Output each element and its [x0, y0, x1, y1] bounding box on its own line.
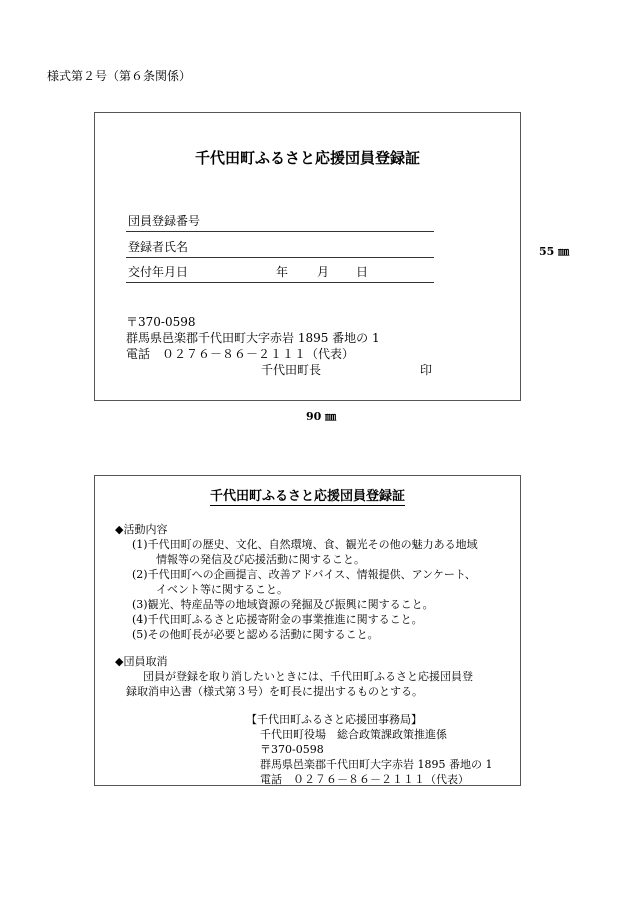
- form-number-label: 様式第２号（第６条関係）: [47, 69, 192, 83]
- card-height-dimension: 55 ㎜: [539, 245, 570, 258]
- activity-item-2-cont: イベント等に関すること。: [156, 583, 288, 596]
- card-width-dimension: 90 ㎜: [306, 410, 337, 423]
- activity-item-1-cont: 情報等の発信及び応援活動に関すること。: [156, 553, 365, 566]
- activity-item-5: (5)その他町長が必要と認める活動に関すること。: [132, 628, 379, 641]
- issue-month-label: 月: [317, 265, 330, 279]
- registrant-name-label: 登録者氏名: [128, 240, 189, 254]
- cancel-heading: ◆団員取消: [115, 655, 168, 668]
- member-number-field: [126, 211, 434, 232]
- activity-item-4: (4)千代田町ふるさと応援寄附金の事業推進に関すること。: [132, 613, 423, 626]
- front-phone: 電話 ０２７６－８６－２１１１（代表）: [126, 347, 355, 361]
- card-back-title: 千代田町ふるさと応援団員登録証: [209, 489, 405, 504]
- member-number-label: 団員登録番号: [128, 214, 201, 228]
- registrant-name-field: [126, 237, 434, 258]
- office-department: 千代田町役場 総合政策課政策推進係: [260, 728, 447, 741]
- issue-day-label: 日: [356, 265, 369, 279]
- activity-item-2: (2)千代田町への企画提言、改善アドバイス、情報提供、アンケート、: [132, 568, 476, 581]
- office-postal-code: 〒370-0598: [260, 743, 324, 756]
- activities-heading: ◆活動内容: [115, 523, 168, 536]
- office-address: 群馬県邑楽郡千代田町大字赤岩 1895 番地の 1: [260, 758, 493, 771]
- card-front: [94, 112, 521, 401]
- front-postal-code: 〒370-0598: [126, 315, 196, 329]
- cancel-text-line-1: 団員が登録を取り消したいときには、千代田町ふるさと応援団員登: [143, 670, 473, 683]
- front-address: 群馬県邑楽郡千代田町大字赤岩 1895 番地の 1: [126, 331, 380, 345]
- issue-date-field: [126, 262, 434, 283]
- office-heading: 【千代田町ふるさと応援団事務局】: [246, 713, 422, 726]
- activity-item-1: (1)千代田町の歴史、文化、自然環境、食、観光その他の魅力ある地域: [132, 538, 478, 551]
- seal-mark: 印: [420, 363, 433, 377]
- activity-item-3: (3)観光、特産品等の地域資源の発掘及び振興に関すること。: [132, 598, 434, 611]
- office-phone: 電話 ０２７６－８６－２１１１（代表）: [260, 773, 469, 786]
- cancel-text-line-2: 録取消申込書（様式第３号）を町長に提出するものとする。: [126, 685, 423, 698]
- issue-date-label: 交付年月日: [128, 265, 189, 279]
- issue-year-label: 年: [276, 265, 289, 279]
- card-back: [94, 475, 521, 786]
- issuer-name: 千代田町長: [261, 363, 322, 377]
- card-front-title: 千代田町ふるさと応援団員登録証: [194, 149, 420, 167]
